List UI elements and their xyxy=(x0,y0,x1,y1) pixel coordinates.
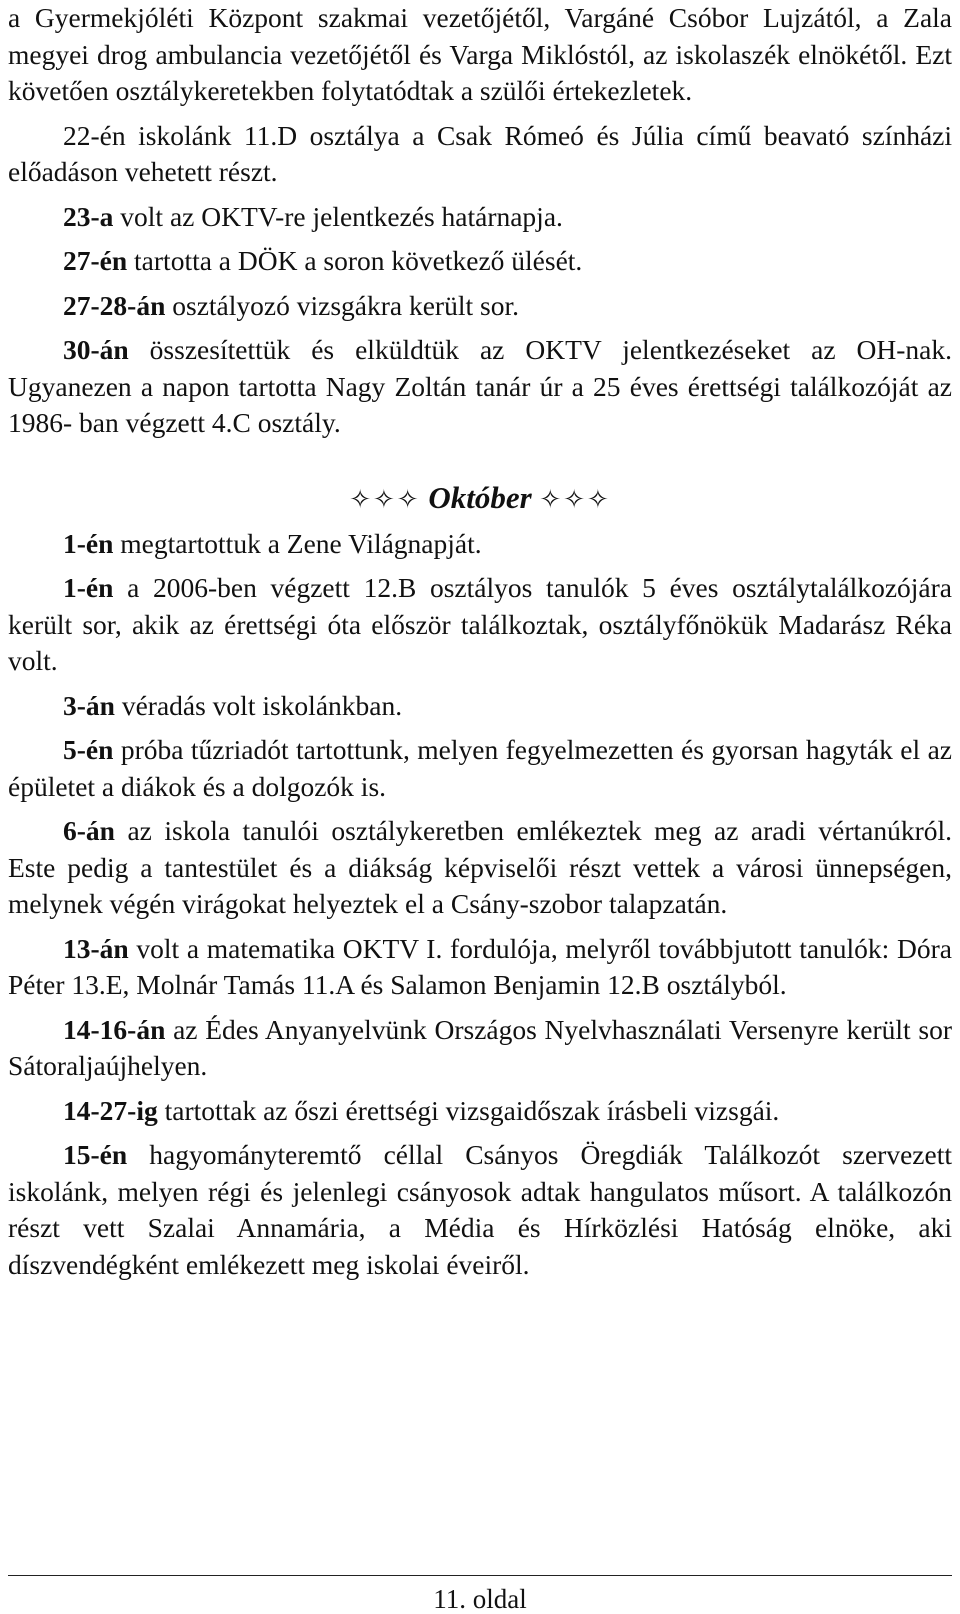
entry-date: 27-én xyxy=(63,245,128,276)
entry-date: 14-27-ig xyxy=(63,1094,158,1126)
month-title: Október xyxy=(428,479,532,515)
entry-text: tartotta a DÖK a soron következő ülését. xyxy=(127,245,583,276)
entry-sep-22 xyxy=(8,118,952,191)
entry-date: 13-án xyxy=(63,932,129,964)
entry-oct-1b xyxy=(8,570,952,680)
entry-text: hagyományteremtő céllal Csányos Öregdiák Találkozót szervezett iskolánk, melyen régi és jelenlegi csányosok adtak hangulatos műsort. A találkozón részt vett Szalai Annamária, a Média és Hírközlési Hatóság elnöke, aki díszvendégként emlékezett meg iskolai éveiről. xyxy=(8,1139,952,1280)
entry-text: 22-én iskolánk 11.D osztálya a Csak Rómeó és Júlia című beavató színházi előadáson vehetett részt. xyxy=(8,119,952,187)
page-number: 11. oldal xyxy=(433,1584,527,1614)
entry-date: 27-28-án xyxy=(63,289,166,321)
entry-date: 23-a xyxy=(63,200,114,232)
entry-text: összesítettük és elküldtük az OKTV jelentkezéseket az OH-nak. Ugyanezen a napon tartotta Nagy Zoltán tanár úr a 25 éves érettségi találkozóját az 1986- ban végzett 4.C osztály. xyxy=(8,334,952,438)
entry-oct-13 xyxy=(8,931,952,1004)
entry-sep-27 xyxy=(8,243,952,280)
star-ornament-icon: ✧✧✧ xyxy=(539,484,611,514)
entry-oct-6 xyxy=(8,813,952,923)
entry-date: 1-én xyxy=(63,527,114,559)
entry-oct-3 xyxy=(8,688,952,725)
star-ornament-icon: ✧✧✧ xyxy=(349,484,421,514)
month-heading xyxy=(8,478,952,520)
entry-sep-30 xyxy=(8,332,952,442)
intro-paragraph: a Gyermekjóléti Központ szakmai vezetőjétől, Vargáné Csóbor Lujzától, a Zala megyei drog ambulancia vezetőjétől és Varga Miklóstól, az iskolaszék elnökétől. Ezt követően osztálykeretekben folytatódtak a szülői értekezletek. xyxy=(8,2,952,106)
entry-sep-27-28 xyxy=(8,288,952,325)
entry-sep-23 xyxy=(8,199,952,236)
entry-date: 5-én xyxy=(63,734,114,765)
entry-oct-5 xyxy=(8,732,952,805)
entry-text: próba tűzriadót tartottunk, melyen fegyelmezetten és gyorsan hagyták el az épületet a diákok és a dolgozók is. xyxy=(8,734,952,802)
entry-date: 3-án xyxy=(63,689,115,721)
entry-date: 1-én xyxy=(63,572,114,603)
entry-date: 30-án xyxy=(63,334,129,365)
entry-oct-15 xyxy=(8,1137,952,1283)
entry-date: 15-én xyxy=(63,1139,128,1170)
entry-date: 6-án xyxy=(63,815,115,846)
document-page xyxy=(8,0,952,1283)
entry-text: véradás volt iskolánkban. xyxy=(114,689,403,721)
entry-date: 14-16-án xyxy=(63,1013,166,1045)
entry-text: az Édes Anyanyelvünk Országos Nyelvhasználati Versenyre került sor Sátoraljaújhelyen. xyxy=(8,1013,952,1081)
footer-divider xyxy=(8,1575,952,1576)
entry-text: volt az OKTV-re jelentkezés határnapja. xyxy=(113,200,563,232)
entry-text: a 2006-ben végzett 12.B osztályos tanulók 5 éves osztálytalálkozójára került sor, akik az érettségi óta először találkoztak, osztályfőnökük Madarász Réka volt. xyxy=(8,572,952,676)
entry-oct-14-16 xyxy=(8,1012,952,1085)
entry-text: tartottak az őszi érettségi vizsgaidőszak írásbeli vizsgái. xyxy=(157,1094,780,1126)
entry-text: osztályozó vizsgákra került sor. xyxy=(165,289,519,321)
entry-text: megtartottuk a Zene Világnapját. xyxy=(113,527,482,559)
entry-oct-1a xyxy=(8,526,952,563)
entry-text: az iskola tanulói osztálykeretben emlékeztek meg az aradi vértanúkról. Este pedig a tantestület és a diákság képviselői részt vettek a városi ünnepségen, melynek végén virágokat helyeztek el a Csány-szobor talapzatán. xyxy=(8,815,952,919)
entry-text: volt a matematika OKTV I. fordulója, melyről továbbjutott tanulók: Dóra Péter 13.E, Molnár Tamás 11.A és Salamon Benjamin 12.B osztályból. xyxy=(8,932,952,1000)
entry-oct-14-27 xyxy=(8,1093,952,1130)
